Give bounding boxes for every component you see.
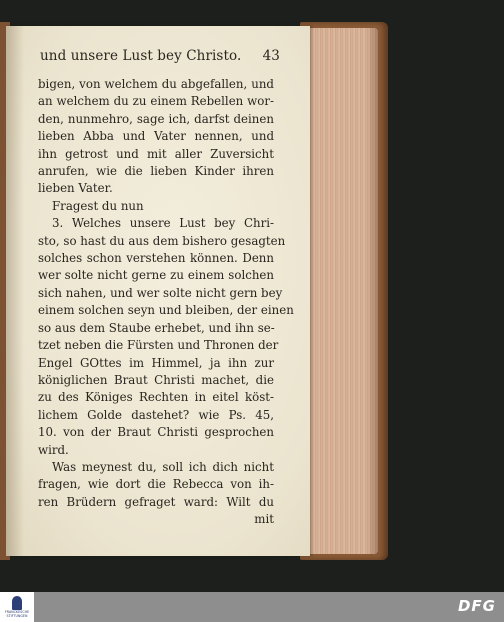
text-line: sich nahen, und wer solte nicht gern bey: [38, 285, 283, 300]
page-gutter-shadow: [6, 26, 24, 556]
text-line: Was meynest du, soll ich dich nicht: [52, 459, 274, 474]
text-line: einem solchen seyn und bleiben, der einen: [38, 303, 294, 318]
text-line: königlichen Braut Christi machet, die: [38, 372, 274, 387]
library-logo[interactable]: [0, 592, 34, 622]
text-line: wird.: [38, 442, 69, 457]
catchword: mit: [254, 512, 274, 527]
text-line: so aus dem Staube erhebet, und ihn se-: [38, 320, 275, 335]
book-page: [6, 26, 310, 556]
text-line: fragen, wie dort die Rebecca von ih-: [38, 477, 274, 492]
text-line: lichem Golde dastehet? wie Ps. 45,: [38, 407, 274, 422]
text-line: 3. Welches unsere Lust bey Chri-: [52, 216, 274, 231]
text-line: lieben Abba und Vater nennen, und: [38, 129, 274, 144]
body-text: [38, 76, 294, 529]
text-line: Engel GOttes im Himmel, ja ihn zur: [38, 355, 274, 370]
text-line: lieben Vater.: [38, 181, 113, 196]
text-line: sto, so hast du aus dem bishero gesagten: [38, 233, 286, 248]
text-line: Fragest du nun: [52, 198, 144, 213]
page-number: 43: [262, 48, 280, 64]
page-fore-edge: [306, 28, 378, 554]
text-line: bigen, von welchem du abgefallen, und: [38, 77, 274, 91]
text-line: wer solte nicht gerne zu einem solchen: [38, 268, 274, 283]
library-logo-text: FRANCKESCHE STIFTUNGEN: [4, 609, 30, 618]
running-head: [40, 48, 280, 64]
text-line: an welchem du zu einem Rebellen wor-: [38, 94, 274, 109]
text-line: solches schon verstehen können. Denn: [38, 251, 274, 266]
text-line: tzet neben die Fürsten und Thronen der: [38, 338, 279, 353]
text-line: anrufen, wie die lieben Kinder ihren: [38, 164, 274, 179]
text-line: ihn getrost und mit aller Zuversicht: [38, 146, 274, 161]
dfg-logo[interactable]: DFG: [457, 597, 496, 615]
viewer-footer-bar: [0, 592, 504, 622]
text-line: ren Brüdern gefraget ward: Wilt du: [38, 494, 274, 509]
text-line: den, nunmehro, sage ich, darfst deinen: [38, 111, 274, 126]
running-head-title: und unsere Lust bey Christo.: [40, 48, 242, 64]
text-line: zu des Königes Rechten in eitel köst-: [38, 390, 274, 405]
library-emblem-icon: [12, 596, 22, 610]
text-line: 10. von der Braut Christi gesprochen: [38, 425, 274, 440]
